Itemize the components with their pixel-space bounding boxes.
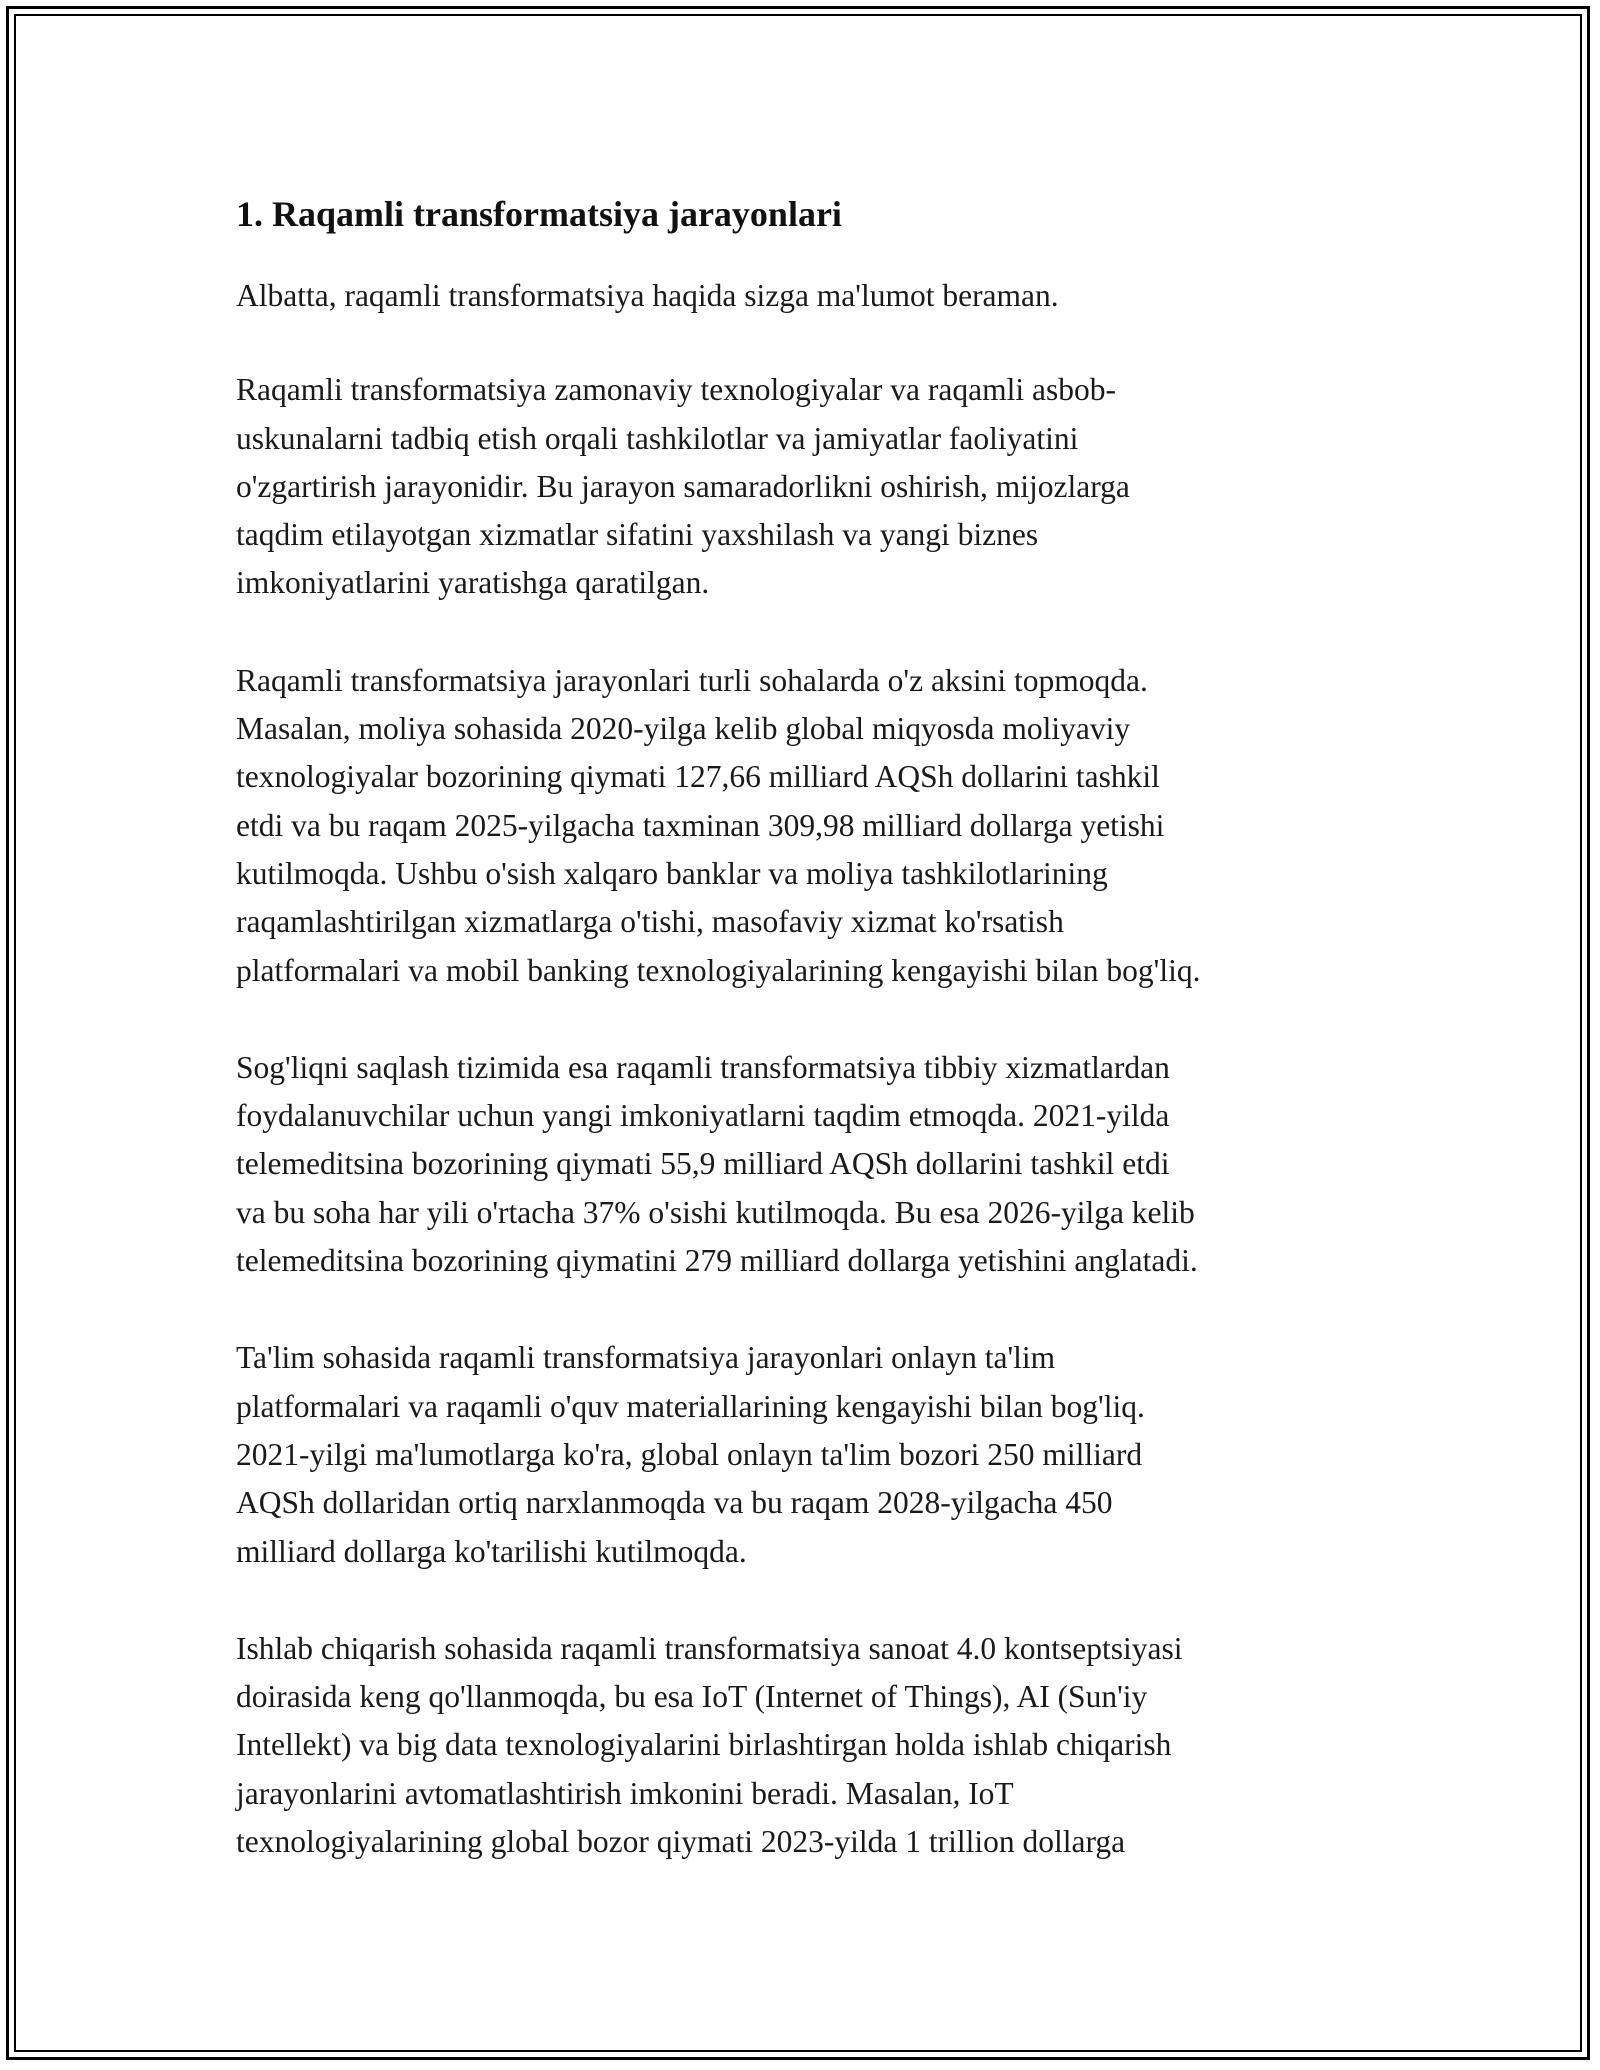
paragraph-line: va bu soha har yili o'rtacha 37% o'sishi kutilmoqda. Bu esa 2026-yilga kelib: [236, 1194, 1195, 1230]
paragraph-line: Intellekt) va big data texnologiyalarini birlashtirgan holda ishlab chiqarish: [236, 1727, 1172, 1763]
paragraph-education: [236, 1334, 1366, 1575]
paragraph-line: texnologiyalar bozorining qiymati 127,66 milliard AQSh dollarini tashkil: [236, 759, 1160, 795]
paragraph-finance: [236, 657, 1366, 995]
paragraph-line: uskunalarni tadbiq etish orqali tashkilotlar va jamiyatlar faoliyatini: [236, 420, 1079, 456]
paragraph-line: doirasida keng qo'llanmoqda, bu esa IoT (Internet of Things), AI (Sun'iy: [236, 1679, 1148, 1715]
paragraph-line: taqdim etilayotgan xizmatlar sifatini yaxshilash va yangi biznes: [236, 517, 1039, 553]
paragraph-line: 2021-yilgi ma'lumotlarga ko'ra, global onlayn ta'lim bozori 250 milliard: [236, 1436, 1143, 1472]
section-heading: 1. Raqamli transformatsiya jarayonlari: [236, 194, 842, 234]
paragraph-definition: [236, 366, 1366, 607]
paragraph-line: foydalanuvchilar uchun yangi imkoniyatlarni taqdim etmoqda. 2021-yilda: [236, 1098, 1170, 1134]
paragraph-line: Masalan, moliya sohasida 2020-yilga kelib global miqyosda moliyaviy: [236, 711, 1131, 747]
paragraph-line: Raqamli transformatsiya jarayonlari turli sohalarda o'z aksini topmoqda.: [236, 662, 1148, 698]
paragraph-line: kutilmoqda. Ushbu o'sish xalqaro banklar va moliya tashkilotlarining: [236, 855, 1108, 891]
paragraph-line: Raqamli transformatsiya zamonaviy texnologiyalar va raqamli asbob-: [236, 372, 1116, 408]
paragraph-manufacturing: [236, 1625, 1366, 1866]
paragraph-line: etdi va bu raqam 2025-yilgacha taxminan 309,98 milliard dollarga yetishi: [236, 807, 1165, 843]
paragraph-line: texnologiyalarining global bozor qiymati 2023-yilda 1 trillion dollarga: [236, 1824, 1126, 1860]
paragraph-line: platformalari va mobil banking texnologiyalarining kengayishi bilan bog'liq.: [236, 952, 1201, 988]
paragraph-line: platformalari va raqamli o'quv materiallarining kengayishi bilan bog'liq.: [236, 1388, 1145, 1424]
paragraph-line: Ishlab chiqarish sohasida raqamli transformatsiya sanoat 4.0 kontseptsiyasi: [236, 1630, 1183, 1666]
paragraph-line: Ta'lim sohasida raqamli transformatsiya jarayonlari onlayn ta'lim: [236, 1340, 1056, 1376]
paragraph-line: AQSh dollaridan ortiq narxlanmoqda va bu raqam 2028-yilgacha 450: [236, 1485, 1113, 1521]
paragraph-line: Sog'liqni saqlash tizimida esa raqamli transformatsiya tibbiy xizmatlardan: [236, 1049, 1170, 1085]
paragraph-line: o'zgartirish jarayonidir. Bu jarayon samaradorlikni oshirish, mijozlarga: [236, 468, 1130, 504]
paragraph-line: raqamlashtirilgan xizmatlarga o'tishi, masofaviy xizmat ko'rsatish: [236, 904, 1064, 940]
paragraph-line: telemeditsina bozorining qiymatini 279 milliard dollarga yetishini anglatadi.: [236, 1243, 1198, 1279]
paragraph-line: jarayonlarini avtomatlashtirish imkonini beradi. Masalan, IoT: [236, 1775, 1014, 1811]
document-page: [236, 186, 1366, 1915]
paragraph-healthcare: [236, 1044, 1366, 1285]
paragraph-intro: [236, 272, 1366, 320]
paragraph-line: telemeditsina bozorining qiymati 55,9 milliard AQSh dollarini tashkil etdi: [236, 1146, 1170, 1182]
paragraph-line: imkoniyatlarini yaratishga qaratilgan.: [236, 565, 710, 601]
paragraph-line: milliard dollarga ko'tarilishi kutilmoqda.: [236, 1533, 747, 1569]
paragraph-line: Albatta, raqamli transformatsiya haqida sizga ma'lumot beraman.: [236, 278, 1059, 313]
